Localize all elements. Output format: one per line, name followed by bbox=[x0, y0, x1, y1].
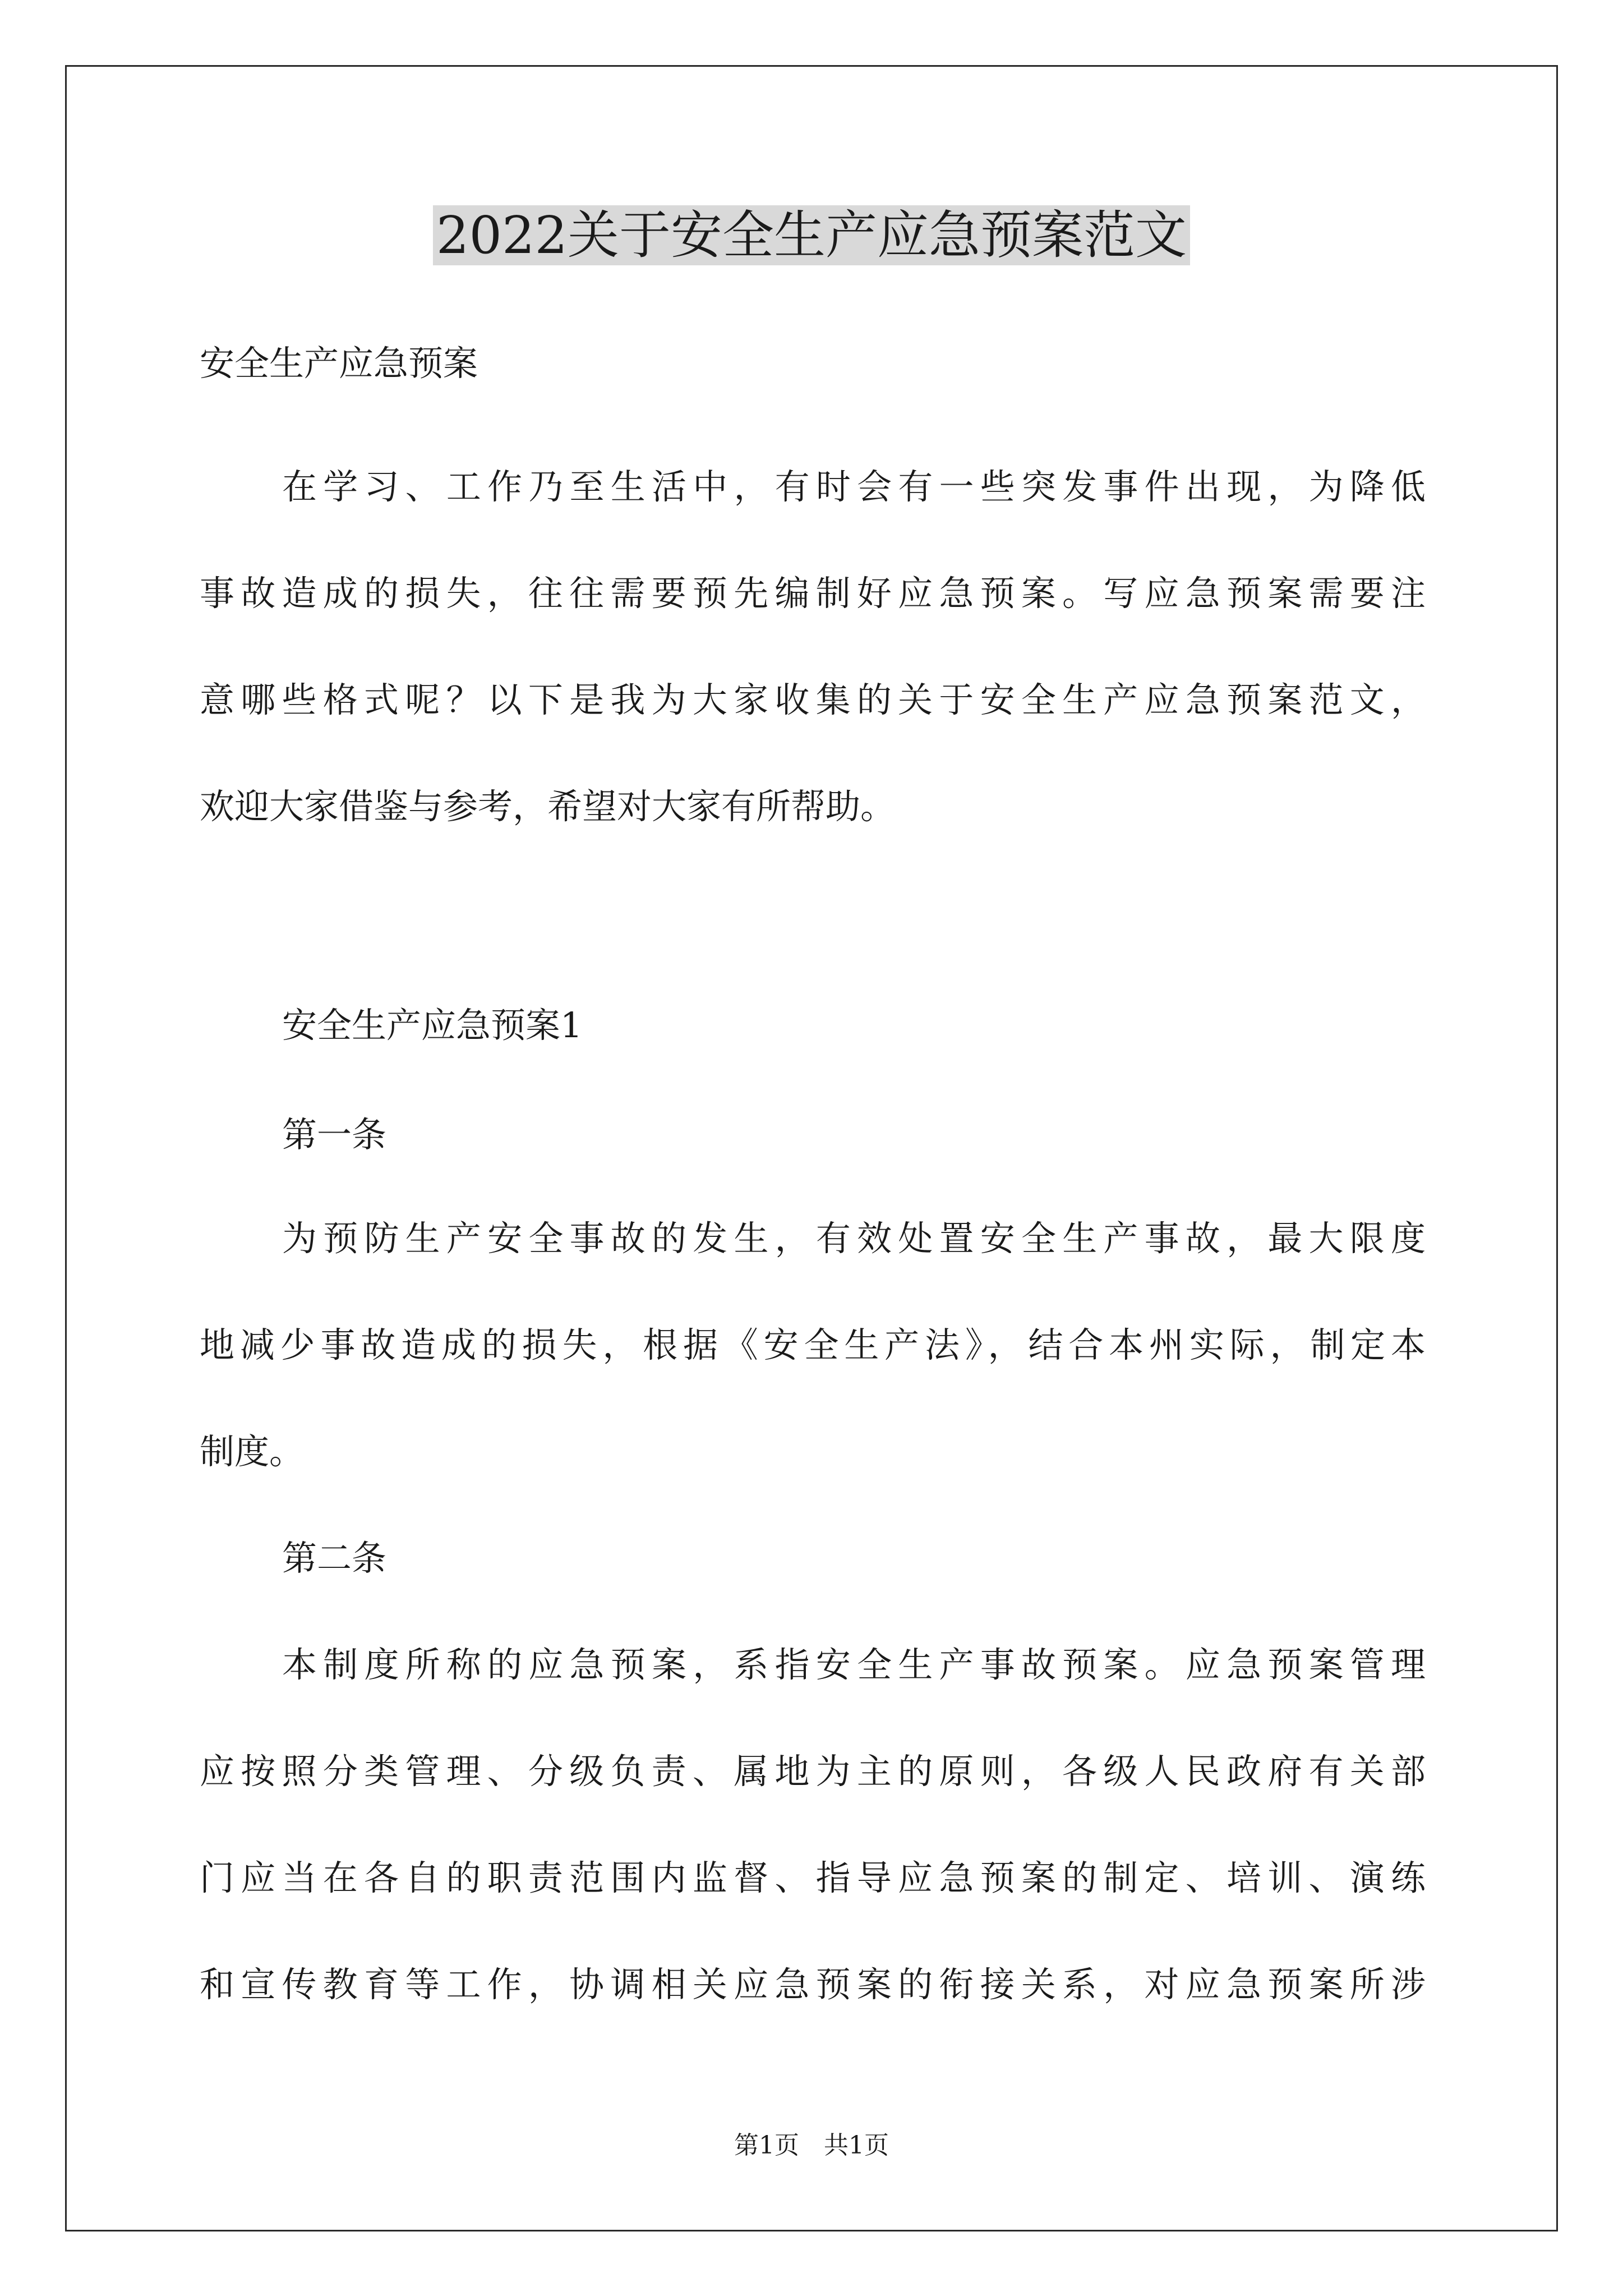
paragraph-line: 意哪些格式呢？以下是我为大家收集的关于安全生产应急预案范文， bbox=[200, 679, 1426, 720]
paragraph-line: 在学习、工作乃至生活中，有时会有一些突发事件出现，为降低 bbox=[282, 466, 1426, 507]
paragraph-line: 地减少事故造成的损失，根据《安全生产法》，结合本州实际，制定本 bbox=[200, 1324, 1426, 1365]
paragraph-line: 制度。 bbox=[200, 1431, 305, 1472]
intro-heading: 安全生产应急预案 bbox=[200, 343, 478, 384]
paragraph-line: 门应当在各自的职责范围内监督、指导应急预案的制定、培训、演练 bbox=[200, 1857, 1426, 1898]
paragraph-line: 为预防生产安全事故的发生，有效处置安全生产事故，最大限度 bbox=[282, 1218, 1426, 1259]
paragraph-line: 欢迎大家借鉴与参考，希望对大家有所帮助。 bbox=[200, 786, 896, 827]
section-heading: 安全生产应急预案1 bbox=[282, 1005, 583, 1046]
page-number-footer: 第1页 共1页 bbox=[734, 2131, 889, 2160]
article-heading: 第一条 bbox=[282, 1114, 387, 1155]
paragraph-line: 事故造成的损失，往往需要预先编制好应急预案。写应急预案需要注 bbox=[200, 573, 1426, 614]
paragraph-line: 本制度所称的应急预案，系指安全生产事故预案。应急预案管理 bbox=[282, 1644, 1426, 1685]
document-title-text: 2022关于安全生产应急预案范文 bbox=[433, 205, 1190, 265]
article-heading: 第二条 bbox=[282, 1538, 387, 1579]
paragraph-line: 应按照分类管理、分级负责、属地为主的原则，各级人民政府有关部 bbox=[200, 1751, 1426, 1792]
document-title bbox=[0, 199, 1623, 272]
paragraph-line: 和宣传教育等工作，协调相关应急预案的衔接关系，对应急预案所涉 bbox=[200, 1964, 1426, 2005]
